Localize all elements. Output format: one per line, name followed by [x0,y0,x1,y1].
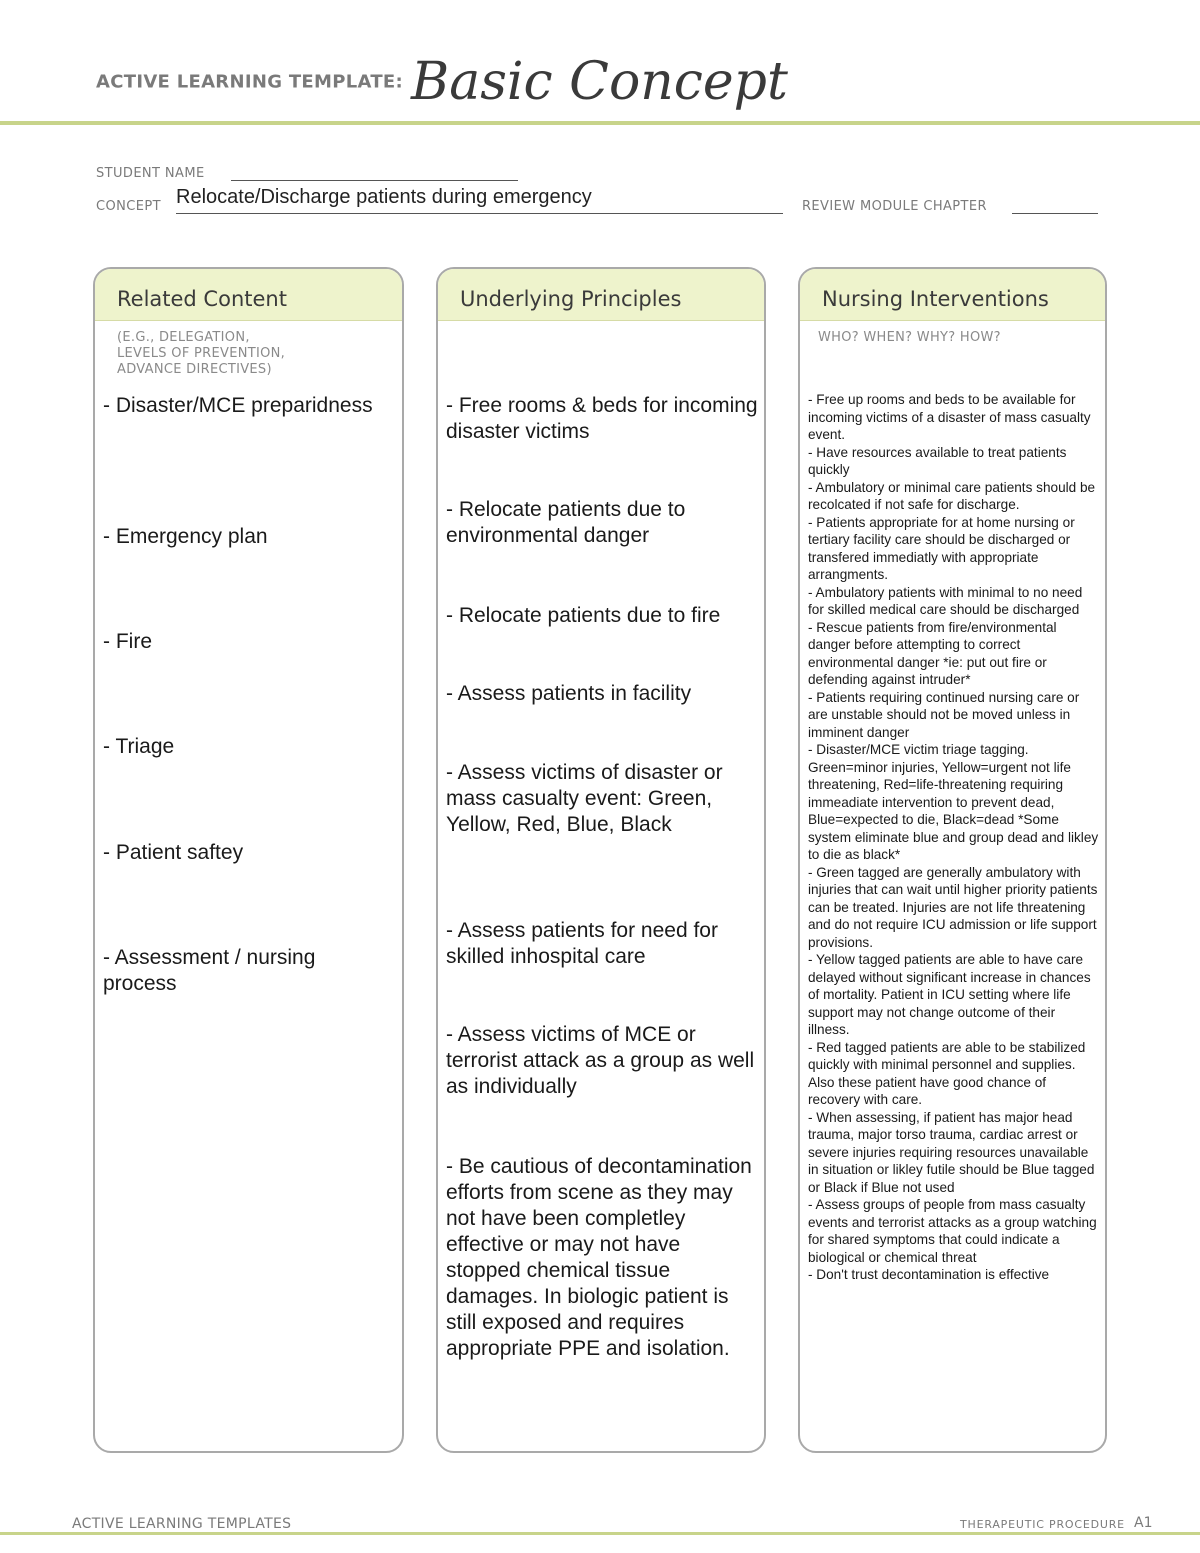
template-title [96,52,788,112]
nursing-item: - Have resources available to treat patients quickly [808,444,1067,477]
review-module-field[interactable] [1012,213,1098,214]
principle-item: - Be cautious of decontamination efforts from scene as they may not have been completley effective or may not have stopped chemical tissue damages. In biologic patient is still exposed and requires appropriate PPE and isolation. [446,1155,752,1360]
related-content-subtitle: (E.G., DELEGATION, LEVELS OF PREVENTION, ADVANCE DIRECTIVES) [117,330,286,377]
underlying-principles-panel [436,267,766,1453]
nursing-item: - Patients appropriate for at home nursing or tertiary facility care should be discharged or transfered immediatly with appropriate arrangments. [808,514,1075,582]
nursing-item: - Rescue patients from fire/environmental danger before attempting to correct environmental danger *ie: put out fire or defending against intruder* [808,619,1057,687]
concept-label: CONCEPT [96,199,161,214]
nursing-interventions-subtitle: WHO? WHEN? WHY? HOW? [818,330,1001,345]
related-item: - Patient saftey [103,841,244,864]
nursing-item: - Red tagged patients are able to be stabilized quickly with minimal personnel and supplies. Also these patient have good chance of recovery with care. [808,1039,1086,1107]
nursing-item: - Green tagged are generally ambulatory with injuries that can wait until higher priority patients can be treated. Injuries are not life threatening and do not require ICU admission or life support provisions. [808,864,1098,950]
related-item: - Assessment / nursing process [103,946,316,995]
principle-item: - Free rooms & beds for incoming disaster victims [446,394,758,443]
related-item: - Triage [103,735,175,758]
footer-section: THERAPEUTIC PROCEDURE [960,1518,1125,1531]
concept-field-value[interactable]: Relocate/Discharge patients during emergency [176,186,592,208]
nursing-item: - Disaster/MCE victim triage tagging. Green=minor injuries, Yellow=urgent not life threatening, Red=life-threatening requiring immeadiate intervention to prevent dead, Blue=expected to die, Black=dead *Some system eliminate blue and group dead and likley to die as black* [808,742,1099,862]
principle-item: - Relocate patients due to fire [446,604,721,627]
template-label: ACTIVE LEARNING TEMPLATE: [96,71,403,93]
related-item: - Fire [103,630,152,653]
principle-item: - Assess victims of disaster or mass casualty event: Green, Yellow, Red, Blue, Black [446,761,723,836]
footer-label: ACTIVE LEARNING TEMPLATES [72,1516,292,1532]
nursing-item: - Yellow tagged patients are able to have care delayed without significant increase in chances of mortality. Patient in ICU setting where life support may not change outcome of their illness. [808,952,1091,1037]
nursing-item: - Don't trust decontamination is effective [808,1267,1050,1282]
page-title: Basic Concept [411,52,788,112]
nursing-interventions-panel [798,267,1107,1453]
page-number: A1 [1134,1515,1153,1531]
principle-item: - Assess victims of MCE or terrorist attack as a group as well as individually [446,1023,755,1098]
nursing-item: - Free up rooms and beds to be available for incoming victims of a disaster of mass casualty event. [808,392,1091,442]
related-item: - Emergency plan [103,525,268,548]
header-divider [0,121,1200,125]
principle-item: - Assess patients in facility [446,682,692,705]
related-content-title: Related Content [95,269,402,321]
principle-item: - Relocate patients due to environmental danger [446,498,686,547]
underlying-principles-title: Underlying Principles [438,269,764,321]
nursing-item: - Ambulatory patients with minimal to no need for skilled medical care should be discharged [808,584,1083,617]
concept-field-line [176,213,783,214]
principle-item: - Assess patients for need for skilled inhospital care [446,919,718,968]
student-name-label: STUDENT NAME [96,166,205,181]
footer-divider [0,1532,1200,1535]
nursing-item: - When assessing, if patient has major head trauma, major torso trauma, cardiac arrest or severe injuries requiring resources unavailable in situation or likley futile should be Blue tagged or Black if Blue not used [808,1109,1095,1195]
related-item: - Disaster/MCE preparidness [103,394,373,417]
nursing-item: - Patients requiring continued nursing care or are unstable should not be moved unless in imminent danger [808,689,1080,740]
related-content-panel [93,267,404,1453]
nursing-interventions-title: Nursing Interventions [800,269,1105,321]
nursing-item: - Ambulatory or minimal care patients should be recolcated if not safe for discharge. [808,479,1096,512]
nursing-interventions-list [808,391,1100,1284]
review-module-label: REVIEW MODULE CHAPTER [802,199,987,214]
student-name-field[interactable] [231,180,518,181]
nursing-item: - Assess groups of people from mass casualty events and terrorist attacks as a group watching for shared symptoms that could indicate a biological or chemical threat [808,1197,1097,1265]
